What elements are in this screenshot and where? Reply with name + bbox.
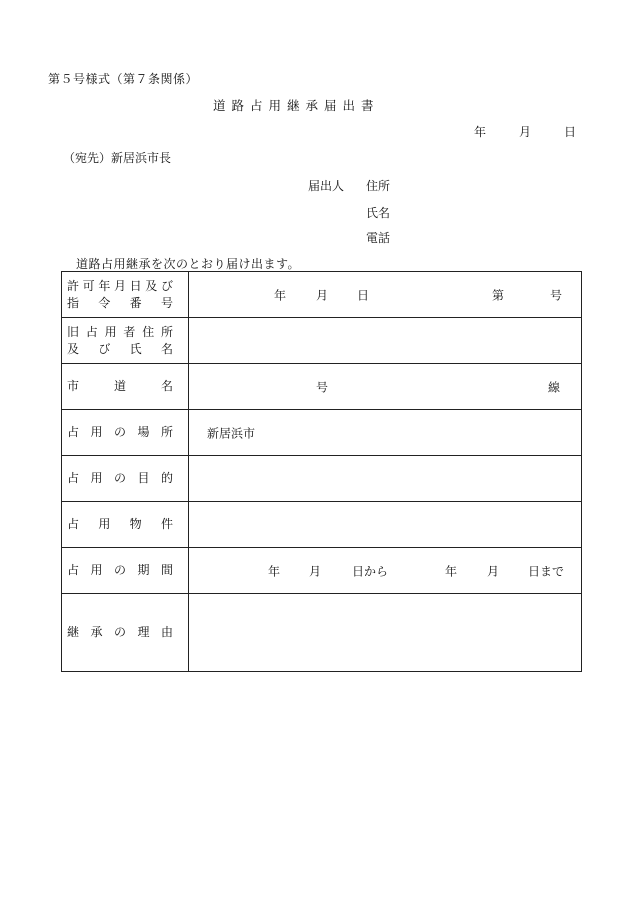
label-line: 継 承 の 理 由 — [67, 625, 173, 639]
label-road-name — [62, 364, 189, 410]
name-label: 氏名 — [366, 206, 391, 220]
applicant-label: 届出人 — [308, 179, 345, 193]
period-from-month: 月 — [309, 564, 322, 578]
label-line: 占 用 物 件 — [67, 517, 173, 531]
address-label: 住所 — [366, 179, 391, 193]
label-period — [62, 548, 189, 594]
table-row-reason — [62, 594, 582, 672]
permit-go-label: 号 — [550, 288, 563, 302]
label-reason — [62, 594, 189, 672]
table-row-period — [62, 548, 582, 594]
notification-table — [61, 271, 582, 672]
value-location[interactable] — [189, 410, 582, 456]
table-row-object — [62, 502, 582, 548]
permit-day-label: 日 — [357, 288, 370, 302]
submission-date — [474, 123, 576, 140]
label-line: 指 令 番 号 — [67, 295, 173, 310]
label-line: 市 道 名 — [67, 379, 173, 393]
value-purpose[interactable] — [189, 456, 582, 502]
label-permit-date — [62, 272, 189, 318]
table-row-prev-occupant — [62, 318, 582, 364]
label-purpose — [62, 456, 189, 502]
period-to-year: 年 — [445, 564, 458, 578]
period-from-day: 日から — [352, 564, 389, 578]
date-day-label: 日 — [564, 125, 577, 139]
road-sen-label: 線 — [548, 380, 561, 394]
label-prev-occupant — [62, 318, 189, 364]
table-row-permit-date — [62, 272, 582, 318]
permit-year-label: 年 — [274, 288, 287, 302]
intro-text: 道路占用継承を次のとおり届け出ます。 — [76, 257, 301, 271]
permit-dai-label: 第 — [492, 288, 505, 302]
label-object — [62, 502, 189, 548]
form-number: 第５号様式（第７条関係） — [48, 72, 199, 86]
value-prev-occupant[interactable] — [189, 318, 582, 364]
date-month-label: 月 — [519, 125, 532, 139]
label-location — [62, 410, 189, 456]
value-road-name[interactable] — [189, 364, 582, 410]
label-line: 及 び 氏 名 — [67, 341, 173, 356]
period-to-day: 日まで — [528, 564, 565, 578]
value-period[interactable] — [189, 548, 582, 594]
value-permit-date[interactable] — [189, 272, 582, 318]
label-line: 許 可 年 月 日 及 び — [67, 278, 173, 293]
label-line: 占 用 の 場 所 — [67, 425, 173, 439]
table-row-purpose — [62, 456, 582, 502]
value-reason[interactable] — [189, 594, 582, 672]
permit-month-label: 月 — [316, 288, 329, 302]
label-line: 旧 占 用 者 住 所 — [67, 324, 173, 339]
location-city: 新居浜市 — [207, 426, 256, 440]
document-title: 道路占用継承届出書 — [213, 98, 380, 113]
date-year-label: 年 — [474, 125, 487, 139]
label-line: 占 用 の 目 的 — [67, 471, 173, 485]
road-go-label: 号 — [316, 380, 329, 394]
table-row-road-name — [62, 364, 582, 410]
table-row-location — [62, 410, 582, 456]
value-object[interactable] — [189, 502, 582, 548]
phone-label: 電話 — [366, 231, 391, 245]
period-from-year: 年 — [268, 564, 281, 578]
period-to-month: 月 — [487, 564, 500, 578]
addressee: （宛先）新居浜市長 — [63, 151, 172, 165]
label-line: 占 用 の 期 間 — [67, 563, 173, 577]
